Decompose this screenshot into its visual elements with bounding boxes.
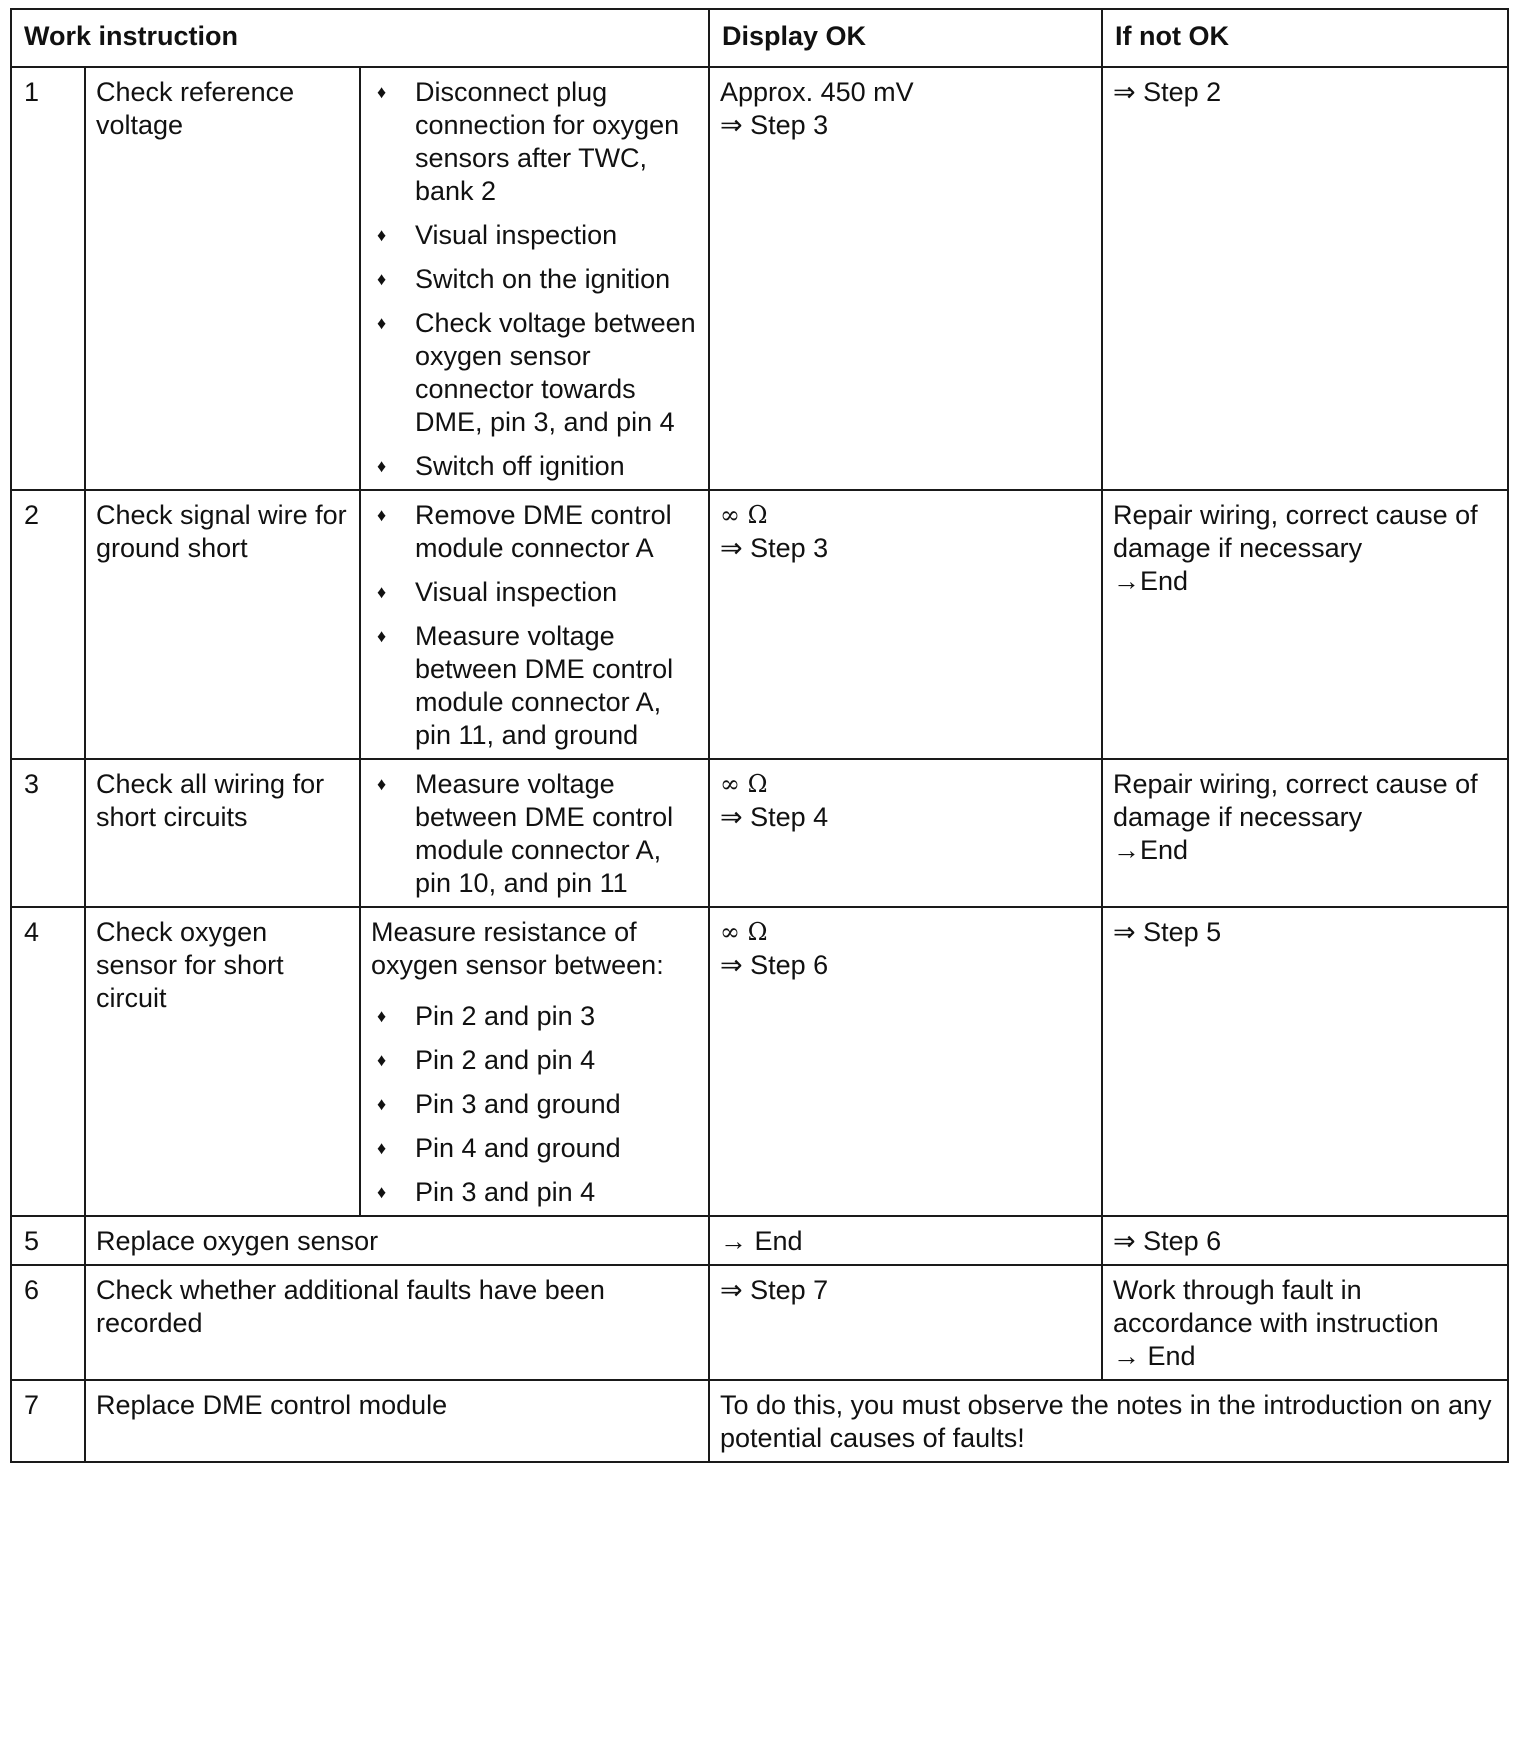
action-item: ♦ Pin 4 and ground	[377, 1133, 621, 1163]
action-item: ♦ Visual inspection	[377, 220, 618, 250]
display-ok-next: ⇒ Step 6	[720, 950, 829, 980]
display-ok-value: ∞ Ω	[720, 770, 768, 798]
bullet-icon: ♦	[377, 82, 387, 102]
if-not-ok-cell	[1102, 1265, 1508, 1380]
if-not-ok-next: →End	[1113, 835, 1189, 865]
action-item: ♦ Pin 3 and pin 4	[377, 1177, 596, 1207]
header-row	[11, 9, 1508, 67]
action-item: ♦ Pin 3 and ground	[377, 1089, 621, 1119]
bullet-icon: ♦	[377, 1050, 387, 1070]
work-instruction-table	[10, 8, 1509, 1463]
if-not-ok-text: Repair wiring, correct cause of damage if necessary	[1113, 500, 1478, 563]
action-item: ♦ Switch off ignition	[377, 451, 625, 481]
display-ok-next: ⇒ Step 7	[720, 1275, 829, 1305]
step-title: Check all wiring for short circuits	[85, 759, 360, 907]
step-actions	[360, 907, 709, 1216]
display-ok-value: ∞ Ω	[720, 918, 768, 946]
action-item: ♦ Remove DME control module connector A	[377, 500, 672, 563]
step-number: 2	[11, 490, 85, 759]
if-not-ok-cell	[1102, 1216, 1508, 1265]
display-ok-value: Approx. 450 mV	[720, 77, 914, 107]
bullet-icon: ♦	[377, 1094, 387, 1114]
if-not-ok-cell	[1102, 759, 1508, 907]
step-note: To do this, you must observe the notes in the introduction on any potential causes of faults!	[709, 1380, 1508, 1462]
step-number: 6	[11, 1265, 85, 1380]
step-number: 4	[11, 907, 85, 1216]
bullet-icon: ♦	[377, 1182, 387, 1202]
step-actions	[360, 67, 709, 490]
display-ok-value: ∞ Ω	[720, 501, 768, 529]
display-ok-next: ⇒ Step 3	[720, 110, 829, 140]
step-actions	[360, 759, 709, 907]
step-row-3	[11, 759, 1508, 907]
step-number: 1	[11, 67, 85, 490]
bullet-icon: ♦	[377, 774, 387, 794]
header-if-not-ok: If not OK	[1102, 9, 1508, 67]
step-row-7	[11, 1380, 1508, 1462]
action-item: ♦ Switch on the ignition	[377, 264, 671, 294]
bullet-icon: ♦	[377, 456, 387, 476]
bullet-icon: ♦	[377, 626, 387, 646]
bullet-icon: ♦	[377, 313, 387, 333]
action-item: ♦ Check voltage between oxygen sensor connector towards DME, pin 3, and pin 4	[377, 308, 696, 437]
bullet-icon: ♦	[377, 505, 387, 525]
bullet-icon: ♦	[377, 582, 387, 602]
step-title: Check oxygen sensor for short circuit	[85, 907, 360, 1216]
display-ok-cell	[709, 1265, 1102, 1380]
if-not-ok-cell	[1102, 490, 1508, 759]
step-row-5	[11, 1216, 1508, 1265]
step-row-4	[11, 907, 1508, 1216]
step-title: Check reference voltage	[85, 67, 360, 490]
step-title: Replace oxygen sensor	[85, 1216, 709, 1265]
step-number: 5	[11, 1216, 85, 1265]
action-item: ♦ Visual inspection	[377, 577, 618, 607]
step-number: 7	[11, 1380, 85, 1462]
if-not-ok-cell	[1102, 907, 1508, 1216]
if-not-ok-next: →End	[1113, 566, 1189, 596]
display-ok-next: ⇒ Step 4	[720, 802, 829, 832]
if-not-ok-next: ⇒ Step 6	[1113, 1226, 1222, 1256]
action-item: ♦ Pin 2 and pin 3	[377, 1001, 596, 1031]
bullet-icon: ♦	[377, 269, 387, 289]
step-row-2	[11, 490, 1508, 759]
header-work-instruction: Work instruction	[11, 9, 709, 67]
bullet-icon: ♦	[377, 1006, 387, 1026]
work-instruction-sheet	[10, 8, 1509, 1463]
step-title: Check whether additional faults have been recorded	[85, 1265, 709, 1380]
display-ok-next: ⇒ Step 3	[720, 533, 829, 563]
if-not-ok-next: ⇒ Step 5	[1113, 917, 1222, 947]
action-item: ♦ Pin 2 and pin 4	[377, 1045, 596, 1075]
step-actions	[360, 490, 709, 759]
action-item: ♦ Measure voltage between DME control module connector A, pin 10, and pin 11	[377, 769, 674, 898]
bullet-icon: ♦	[377, 225, 387, 245]
display-ok-cell	[709, 1216, 1102, 1265]
bullet-icon: ♦	[377, 1138, 387, 1158]
display-ok-cell	[709, 490, 1102, 759]
step-row-1	[11, 67, 1508, 490]
step-title: Check signal wire for ground short	[85, 490, 360, 759]
if-not-ok-next: → End	[1113, 1341, 1196, 1371]
display-ok-cell	[709, 67, 1102, 490]
header-display-ok: Display OK	[709, 9, 1102, 67]
step-row-6	[11, 1265, 1508, 1380]
action-intro: Measure resistance of oxygen sensor between:	[371, 917, 664, 980]
action-item: ♦ Measure voltage between DME control module connector A, pin 11, and ground	[377, 621, 674, 750]
display-ok-cell	[709, 759, 1102, 907]
display-ok-next: → End	[720, 1226, 803, 1256]
if-not-ok-cell	[1102, 67, 1508, 490]
if-not-ok-text: Work through fault in accordance with instruction	[1113, 1275, 1439, 1338]
step-title: Replace DME control module	[85, 1380, 709, 1462]
if-not-ok-next: ⇒ Step 2	[1113, 77, 1222, 107]
if-not-ok-text: Repair wiring, correct cause of damage if necessary	[1113, 769, 1478, 832]
action-item: ♦ Disconnect plug connection for oxygen sensors after TWC, bank 2	[377, 77, 680, 206]
display-ok-cell	[709, 907, 1102, 1216]
step-number: 3	[11, 759, 85, 907]
